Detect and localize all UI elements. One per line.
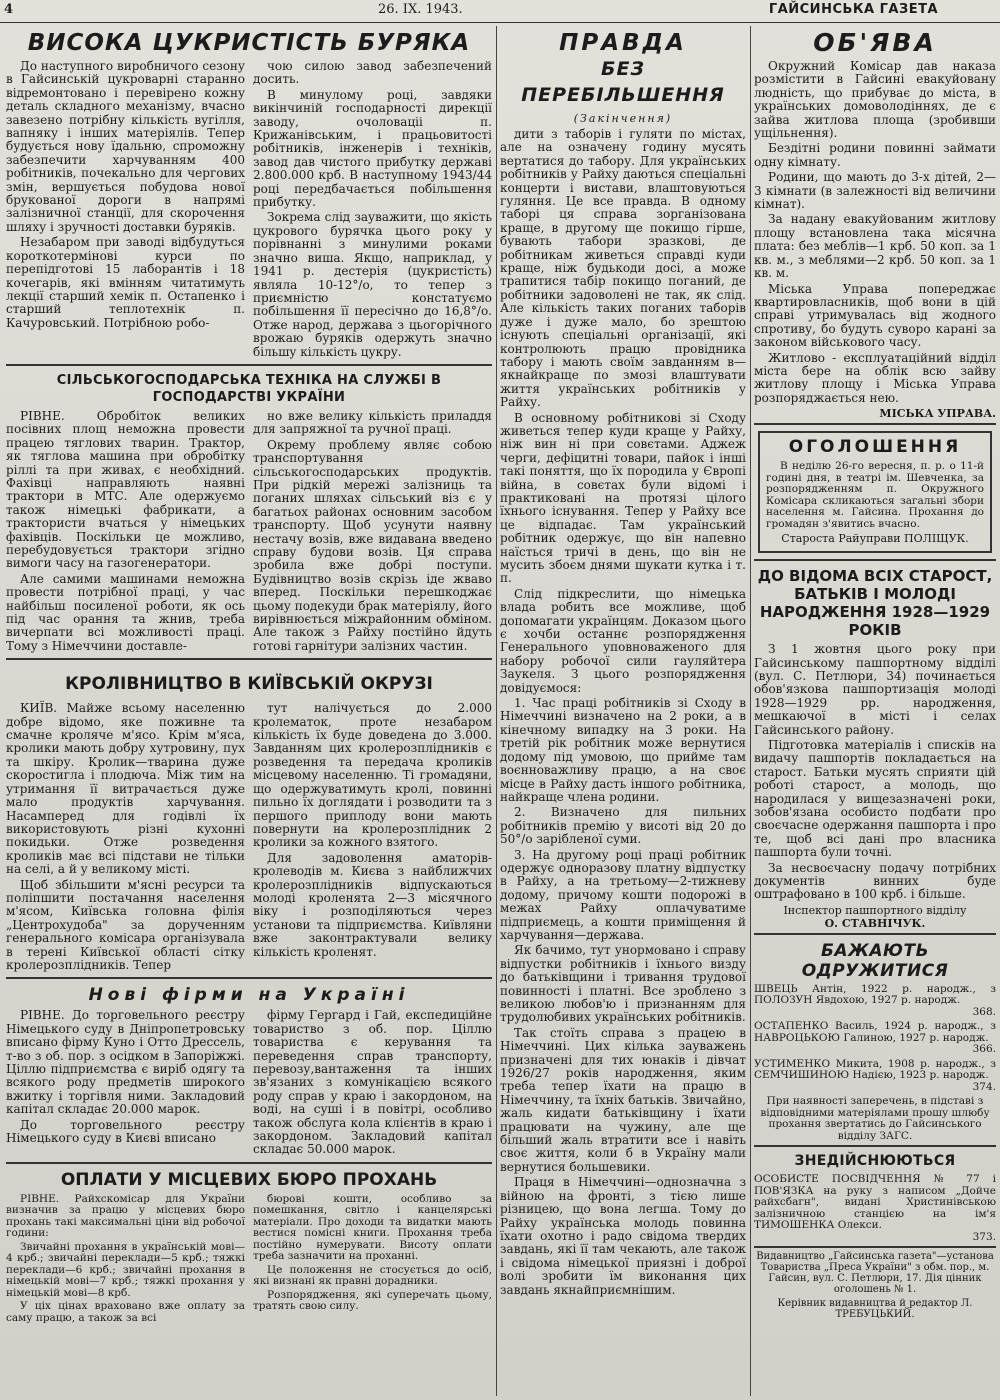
article-col-a xyxy=(6,1009,245,1158)
column-divider xyxy=(496,26,497,1396)
article-col-b xyxy=(253,1009,492,1158)
column-divider xyxy=(750,26,751,1396)
notice-title: ОБ'ЯВА xyxy=(813,28,937,57)
article-col-a xyxy=(6,60,245,361)
article-col-b xyxy=(253,1194,492,1327)
void-title: ЗНЕДІЙСНЮЮТЬСЯ xyxy=(794,1153,956,1170)
marriage-entry xyxy=(754,984,996,1019)
paragraph: Родини, що мають до 3-х дітей, 2—3 кімнати (в залежності від величини кімнат). xyxy=(754,170,996,212)
paragraph: За несвоєчасну подачу потрібних документів винних буде оштрафовано в 100 крб. і більше. xyxy=(754,860,996,902)
paragraph: РІВНЕ. Райхскомісар для України визначив за працю у місцевих бюро прохань такі максимальні ціни від робочої години: xyxy=(6,1192,245,1240)
article-rabbits xyxy=(6,674,492,974)
signature-name: О. СТАВНІЧУК. xyxy=(824,916,926,930)
paragraph: РІВНЕ. Обробіток великих посівних площ неможна провести працею тяглових тварин. Трактор, як тяглова машина при обробітку ріллі та при живах, є необхідний. Фахівці направляють наявні трактори в МТС. Але одержуємо також німецькі фабрикати, а трактористи вчаться у німецьких фахівців. Поскільки це можливо, перебудовується трактори згідно вимоги часу на газогенератори. xyxy=(6,408,245,571)
article-title: ОПЛАТИ У МІСЦЕВИХ БЮРО ПРОХАНЬ xyxy=(60,1169,438,1190)
page-number: 4 xyxy=(4,2,14,17)
article-new-firms xyxy=(6,985,492,1158)
section-divider xyxy=(754,1246,996,1248)
article-col-b xyxy=(253,410,492,655)
entry-text: УСТИМЕНКО Микита, 1908 р. народж., з СЕМЧИШИНОЮ Надією, 1923 р. народж. xyxy=(754,1057,996,1082)
section-divider xyxy=(754,559,996,561)
paragraph: 1. Час праці робітників зі Сходу в Німеччині визначено на 2 роки, а в кінечному випадку на 3 роки. На третій рік робітник може вернутися додому під умовою, що прийме там воєнноважливу працю, а на своє місце в Райху дасть іншого робітника, найкраще члена родини. xyxy=(500,696,746,804)
paragraph: тут налічується до 2.000 кролематок, проте незабаром кількість їх буде доведена до 3.000. Завданням цих кролерозплідників є розведення та передача кроликів місцевому населенню. Ті громадяни, що одержуватимуть кролі, повинні пильно їх доглядати і розводити та з першого приплоду вони мають повернути на кролерозплідник 2 кролики за кожного взятого. xyxy=(253,701,492,850)
paragraph: У ціх цінах враховано вже оплату за саму працю, а також за всі xyxy=(6,1300,245,1324)
paragraph: Бездітні родини повинні займати одну кімнату. xyxy=(754,141,996,169)
paragraph: бюрові кошти, особливо за помешкання, світло і канцелярські матеріали. Про доходи та видатки мають вестися помісні книги. Прохання треба постійно нумерувати. Висоту оплати треба зазначити на проханні. xyxy=(253,1192,492,1263)
paragraph: 3. На другому році праці робітник одержує одноразову платну відпустку в Райху, а на третьому—2-тижневу додому, причому кошти подорожі в межах Райху оплачуватиме підприємець, а кошти приміщення й харчування—держава. xyxy=(500,847,746,942)
section-divider xyxy=(6,364,492,366)
marriage-notices xyxy=(754,941,996,1143)
paragraph: За надану евакуйованим житлову площу встановлена така місячна плата: без меблів—1 крб. 50 коп. за 1 кв. м., з меблями—2 крб. 50 коп. за 1 кв. м. xyxy=(754,212,996,281)
paragraph: Це положення не стосується до осіб, які визнані як правні дорадники. xyxy=(253,1263,492,1288)
marriage-entry xyxy=(754,1059,996,1094)
notice-passports xyxy=(754,567,996,930)
paragraph: З 1 жовтня цього року при Гайсинському пашпортному відділі (вул. С. Петлюри, 34) починається обов'язкова пашпортизація молоді 1928—1929 рр. народження, мешкаючої в місті і селах Гайсинського району. xyxy=(754,642,996,737)
entry-number: 368. xyxy=(972,1005,996,1018)
article-col-a xyxy=(6,410,245,655)
section-divider xyxy=(754,1145,996,1147)
paragraph: Щоб збільшити м'ясні ресурси та поліпшити постачання населення м'ясом, Київська головна філія „Центрохудоба" за дорученням генерального комісара організувала в терені Київської області сітку кролерозплідників. Тепер xyxy=(6,877,245,972)
paragraph: До наступного виробничого сезону в Гайсинській цукроварні старанно відремонтовано і перевірено кожну деталь складного механізму, вчасно завезено потрібну кількість вугілля, вапняку і інших матеріялів. Тепер будується нову їдальню, спроможну забезпечити харчуванням 400 робітників, почекально для чергових змін, вершується побудова нової брукованої дороги в напрямі залізничної станції, для скорочення шляху і зручності доставки буряків. xyxy=(6,59,245,234)
imprint-editor: Керівник видавництва й редактор Л. ТРЕБУЦЬКИЙ. xyxy=(777,1298,973,1321)
article-title: Нові фірми на Україні xyxy=(88,985,410,1006)
notice-signature: МІСЬКА УПРАВА. xyxy=(879,407,996,421)
paragraph: Так стоїть справа з працею в Німеччині. Цих кілька зауважень призначені для тих юнаків і дівчат 1926/27 років народження, яким треба тепер їхати на працю в Німеччину, та їхніх батьків. Звичайно, жаль кидати батьківщину і їхати працювати на чужину, але ще більший жаль втратити все і навіть своє життя, коли б в Україну мали вернутися большевики. xyxy=(500,1025,746,1174)
paragraph: РІВНЕ. До торговельного реєстру Німецького суду в Дніпропетровську вписано фірму Куно і Отто Дрессель, т-во з об. пор. з осідком в Запоріжжі. Ціллю підприємства є виріб одягу та всякого роду предметів широкого вжитку і торгівля ними. Закладовий капітал складає 20.000 марок. xyxy=(6,1008,245,1117)
article-truth xyxy=(500,30,746,1297)
void-entry xyxy=(754,1174,996,1243)
entry-text: ШВЕЦЬ Антін, 1922 р. народж., з ПОЛОЗУН Явдохою, 1927 р. народж. xyxy=(754,982,996,1007)
paragraph: 2. Визначено для пильних робітників премію у висоті від 20 до 50°/о зарібленої суми. xyxy=(500,805,746,847)
paragraph: но вже велику кількість приладдя для запряжної та ручної праці. xyxy=(253,408,492,437)
article-title-line1: ПРАВДА xyxy=(559,30,687,56)
paragraph: До торговельного реєстру Німецького суду в Києві вписано xyxy=(6,1117,245,1146)
paragraph: Зокрема слід зауважити, що якість цукрового бурячка цього року у порівнанні з минулими роками значно виша. Якщо, наприклад, у 1941 р. дестерія (цукристість) являла 10-12°/о, то тепер з приємністю констатуємо побільшення її пересічно до 16,8°/о. Отже народ, держава з цьогорічного врожаю буряків одержуть значно більшу кількість цукру. xyxy=(253,210,492,359)
meeting-announcement xyxy=(758,431,992,553)
paragraph: Розпорядження, які суперечать цьому, тратять свою силу. xyxy=(253,1288,492,1313)
masthead xyxy=(0,0,1000,23)
entry-text: ОСОБИСТЕ ПОСВІДЧЕННЯ № 77 і ПОВ'ЯЗКА на руку з написом „Дойче райхсбагн", видані Христинівською залізничною станцією на ім'я ТИМОШЕНКА Олекси. xyxy=(754,1173,996,1232)
notice-title: ДО ВІДОМА ВСІХ СТАРОСТ, БАТЬКІВ І МОЛОДІ НАРОДЖЕННЯ 1928—1929 РОКІВ xyxy=(757,567,993,640)
notice-housing xyxy=(754,30,996,420)
article-sugar xyxy=(6,30,492,361)
paragraph: Як бачимо, тут унормовано і справу відпустки робітників і їхнього визду до батьківщини і тривання трудової повинності і платні. Все зроблено з великою любов'ю і признанням для трудолюбивих українських робітників. xyxy=(500,943,746,1025)
paragraph: фірму Гергард і Гай, експедиційне товариство з об. пор. Ціллю товариства є керування та переведення справ транспорту, перевозу,вантаження та інших зв'язаних з комунікацією всякого роду справ у краю і закордоном, на воді, на суші і в повітрі, особливо також обслуга кола клієнтів в краю і закордоном. Закладовий капітал складає 50.000 марок. xyxy=(253,1008,492,1157)
section-divider xyxy=(754,933,996,935)
middle-column xyxy=(500,26,746,1400)
article-title-line2: БЕЗ ПЕРЕБІЛЬШЕННЯ xyxy=(521,58,725,106)
imprint xyxy=(754,1251,996,1320)
left-column xyxy=(6,26,492,1400)
announcement-signature: Староста Райуправи ПОЛІЩУК. xyxy=(781,532,969,546)
newspaper-name: ГАЙСИНСЬКА ГАЗЕТА xyxy=(768,2,938,17)
article-col-a xyxy=(6,1194,245,1327)
entry-number: 373. xyxy=(972,1230,996,1243)
section-divider xyxy=(6,1162,492,1164)
announcement-title: ОГОЛОШЕННЯ xyxy=(788,437,962,458)
paragraph: Житлово - експлуатаційний відділ міста бере на облік всю зайву житлову площу і Міська Управа розпоряджається нею. xyxy=(754,350,996,405)
article-title: СІЛЬСЬКОГОСПОДАРСЬКА ТЕХНІКА НА СЛУЖБІ В ГОСПОДАРСТВІ УКРАЇНИ xyxy=(56,372,442,405)
article-col-b xyxy=(253,60,492,361)
marriage-title: БАЖАЮТЬ ОДРУЖИТИСЯ xyxy=(801,940,949,981)
paragraph: Незабаром при заводі відбудуться короткотермінові курси по перепідготові 15 лаборантів і 18 кочегарів, які вмінням читатимуть лекції старший хемік п. Остапенко і старший теплотехнік п. Качуровський. Потрібною робо- xyxy=(6,235,245,330)
issue-date: 26. IX. 1943. xyxy=(378,2,463,17)
paragraph: Але самими машинами неможна провести потрібної праці, у час найбільш посиленої роботи, як ось під час орання та жнив, треба вичерпати всі можливості праці. Тому з Німеччини доставле- xyxy=(6,571,245,653)
signature-role: Інспектор пашпортного відділу xyxy=(783,903,967,917)
paragraph: Міська Управа попереджає квартировласників, щоб вони в цій справі утримувалась від жодного спротиву, бо будуть суворо карані за законом військового часу. xyxy=(754,281,996,350)
article-col-b xyxy=(253,702,492,974)
article-bureau-fees xyxy=(6,1170,492,1327)
paragraph: Окрему проблему являє собою транспортування сільськогосподарських продуктів. При рідкій мережі залізниць та поганих шляхах сільський віз є у багатьох районах основним засобом транспорту. Щоб усунути наявну нестачу возів, вже видавана введено справу будови возів. Ця справа зробила вже добрі поступи. Будівництво возів скрізь іде жваво вперед. Поскільки перешкоджає цьому подекуди брак матеріялу, його вирівнюється міжрайонним обміном. Але також з Райху постійно йдуть готові гарнітури залізних частин. xyxy=(253,437,492,653)
article-subtitle: (Закінчення) xyxy=(573,112,673,125)
paragraph: В основному робітникові зі Сходу живеться тепер куди краще у Райху, ніж вин ні при совєтами. Аджеж черги, дефіцитні товари, пайок і інші такі поняття, що їх породила у Європі війна, в совєтах були відомі і практиковані на протязі цілого їхнього існування. Тепер у Райху все це відпадає. Там український робітник одержує, що він напевно наїсться тричі в день, що він не мусить збоєм днями шукати кутка і т. п. xyxy=(500,410,746,586)
section-divider xyxy=(6,658,492,660)
paragraph: В неділю 26-го вересня, п. р. о 11-й годині дня, в театрі ім. Шевченка, за розпорядженням п. Окружного Комісара скликаються загальні збори населення м. Гайсина. Прохання до громадян з'явитись вчасно. xyxy=(766,460,984,530)
entry-number: 366. xyxy=(972,1043,996,1056)
marriage-note: При наявності заперечень, в підставі з відповідними матеріялами прошу шлюбу прохання звертатись до Гайсинського відділу ЗАГС. xyxy=(760,1095,990,1142)
paragraph: дити з таборів і гуляти по містах, але на означену годину мусять вертатися до табору. Для українських робітників у Райху даються спеціальні концерти і вистави, влаштовуються гуляння. Це все правда. В одному таборі ця справа зорганізована краще, в другому ще покищо гірше, бувають табори зразкові, де робітникам живеться справді куди краще, ніж будькоди досі, а може трапитися табір покищо поганий, де робітники задоволені не так, як слід. Але кількість таких поганих таборів дуже і дуже мало, бо зрештою існують спеціальні організації, які контролюють працю провідника табору і мають своїм завданням в—якнайкраще по змозі влаштувати життя українських робітників у Райху. xyxy=(500,127,746,410)
article-title: ВИСОКА ЦУКРИСТІСТЬ БУРЯКА xyxy=(27,30,471,56)
paragraph: Звичайні прохання в українській мові—4 крб.; звичайні переклади—5 крб.; тяжкі переклади—6 крб.; звичайні прохання в німецькій мові—7 крб.; тяжкі прохання у німецькій мові—8 крб. xyxy=(6,1240,245,1299)
paragraph: Слід підкреслити, що німецька влада робить все можливе, щоб допомагати українцям. Доказом цього є хочби останнє розпорядження Генерального уповноваженого для набору робочої сили гауляйтера Заукеля. З цього розпорядження довідуємося: xyxy=(500,586,746,695)
paragraph: Для задоволення аматорів-кролеводів м. Києва з найближчих кролерозплідників відпускаються молоді кроленята 2—3 місячного віку і розподіляються через установи та підприємства. Київляни вже законтрактували велику кількість кроленят. xyxy=(253,850,492,959)
right-column xyxy=(754,26,996,1400)
article-agri-tech xyxy=(6,372,492,655)
paragraph: Підготовка матеріалів і списків на видачу пашпортів покладається на старост. Батьки мусять сприяти цій роботі старост, а молодь, що народилася у вищезазначені роки, зобов'язана особисто подбати про своєчасне одержання пашпорта і про те, щоб всі дані про власника пашпорта були точні. xyxy=(754,738,996,860)
void-notice xyxy=(754,1153,996,1243)
entry-text: ОСТАПЕНКО Василь, 1924 р. народж., з НАВРОЦЬКОЮ Галиною, 1927 р. народж. xyxy=(754,1020,996,1044)
paragraph: чою силою завод забезпечений досить. xyxy=(253,59,492,87)
paragraph: Окружний Комісар дав наказа розмістити в Гайсині евакуйовану людність, що прибуває до міста, в українських домоволодіннях, де є зайва житлова площа (зробивши ущільнення). xyxy=(754,59,996,141)
article-title: КРОЛІВНИЦТВО В КИЇВСЬКІЙ ОКРУЗІ xyxy=(65,674,433,695)
imprint-text: Видавництво „Гайсинська газета"—установа Товариства „Преса України" з обм. пор., м. Гайсин, вул. С. Петлюри, 17. Дія цінник оголошень № 1. xyxy=(756,1251,994,1296)
section-divider xyxy=(6,977,492,979)
section-divider xyxy=(754,423,996,425)
article-col-a xyxy=(6,702,245,974)
paragraph: КИЇВ. Майже всьому населенню добре відомо, яке поживне та смачне кроляче м'ясо. Крім м'яса, кролики мають добру хутровину, пух та шкіру. Кролик—тварина дуже скоростигла і плодюча. Між тим на утримання її витрачається дуже мало продуктів харчування. Насамперед для годівлі їх використовують різні кухонні покидьки. Отже розведення кроликів має всі підстави не тільки на селі, а й у великому місті. xyxy=(6,701,245,877)
paragraph: В минулому році, завдяки викінчиній господарності дирекції заводу, очоловаціі п. Крижанівським, і працьовитості робітників, інженерів і техніків, завод дав чистого прибутку державі 2.800.000 крб. В наступному 1943/44 році передбачається побільшення прибутку. xyxy=(253,87,492,210)
marriage-entry xyxy=(754,1021,996,1056)
entry-number: 374. xyxy=(972,1080,996,1093)
paragraph: Праця в Німеччині—однозначна з війною на фронті, з тією лише різницею, що вона легша. Тому до Райху українська молодь повинна їхати охотно і радо свідома твердих завдань, які її там чекають, але також і свідома німецької приязні і доброї волі зробити їм виконання цих завдань якнайприємнішим. xyxy=(500,1175,746,1297)
